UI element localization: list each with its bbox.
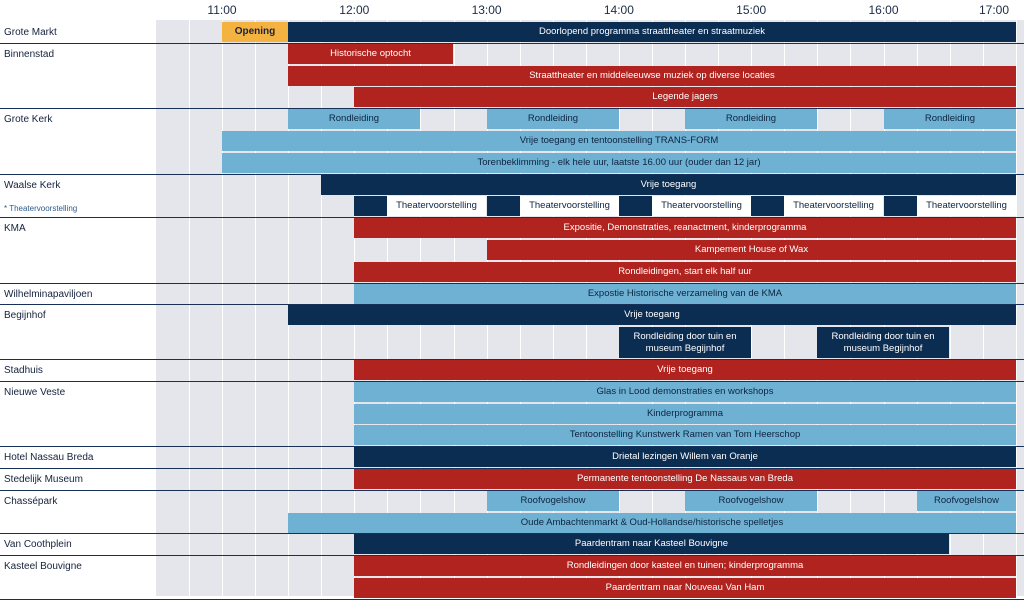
event-bar: Torenbeklimming - elk hele uur, laatste 16.00 uur (ouder dan 12 jar) [222, 153, 1016, 173]
event-bar: Vrije toegang [354, 360, 1016, 380]
event-bar: Rondleiding [884, 109, 1016, 129]
event-bar: Permanente tentoonstelling De Nassaus van Breda [354, 469, 1016, 489]
hour-label: 15:00 [736, 3, 767, 17]
location-label: Stedelijk Museum [4, 473, 83, 485]
location-label: Kasteel Bouvigne [4, 561, 82, 573]
event-bar: Drietal lezingen Willem van Oranje [354, 447, 1016, 467]
event-bar: Legende jagers [354, 87, 1016, 107]
event-bar [751, 196, 784, 216]
event-bar [884, 196, 917, 216]
event-bar: Rondleiding [487, 109, 619, 129]
event-bar: Kampement House of Wax [487, 240, 1016, 260]
event-bar: Theatervoorstelling [652, 196, 751, 216]
event-bar: Rondleidingen door kasteel en tuinen; kinderprogramma [354, 556, 1016, 576]
grid-line [222, 20, 223, 596]
event-bar: Expostie Historische verzameling van de KMA [354, 284, 1016, 304]
event-bar: Roofvogelshow [685, 491, 817, 511]
hour-label: 13:00 [471, 3, 502, 17]
event-bar: Rondleiding [685, 109, 817, 129]
event-bar: Tentoonstelling Kunstwerk Ramen van Tom Heerschop [354, 425, 1016, 445]
location-label: Wilhelminapaviljoen [4, 288, 93, 300]
event-bar: Vrije toegang en tentoonstelling TRANS-FORM [222, 131, 1016, 151]
row-separator [0, 43, 1024, 44]
event-bar: Roofvogelshow [917, 491, 1016, 511]
event-bar: Rondleiding [288, 109, 420, 129]
location-label: Van Coothplein [4, 539, 72, 551]
location-label: Begijnhof [4, 310, 46, 322]
location-label: Waalse Kerk [4, 179, 61, 191]
event-bar [354, 196, 387, 216]
location-label: Stadhuis [4, 364, 43, 376]
location-label: Nieuwe Veste [4, 386, 66, 398]
grid-line [1016, 20, 1017, 596]
location-label: Hotel Nassau Breda [4, 452, 94, 464]
location-label: Chassépark [4, 495, 58, 507]
event-bar: Paardentram naar Kasteel Bouvigne [354, 534, 949, 554]
location-label: KMA [4, 223, 26, 235]
location-note: * Theatervoorstelling [4, 204, 78, 214]
event-bar: Theatervoorstelling [387, 196, 486, 216]
event-bar: Vrije toegang [321, 175, 1016, 195]
grid-line [255, 20, 256, 596]
event-bar: Rondleiding door tuin en museum Begijnhof [619, 327, 751, 358]
event-bar: Theatervoorstelling [520, 196, 619, 216]
event-bar: Oude Ambachtenmarkt & Oud-Hollandse/historische spelletjes [288, 513, 1016, 533]
event-bar: Doorlopend programma straattheater en straatmuziek [288, 22, 1016, 42]
event-bar: Vrije toegang [288, 305, 1016, 325]
event-bar: Rondleidingen, start elk half uur [354, 262, 1016, 282]
hour-label: 14:00 [603, 3, 634, 17]
event-bar: Theatervoorstelling [917, 196, 1016, 216]
event-bar: Straattheater en middeleeuwse muziek op diverse locaties [288, 66, 1016, 86]
location-column [0, 20, 156, 596]
event-bar [487, 196, 520, 216]
event-bar: Glas in Lood demonstraties en workshops [354, 382, 1016, 402]
event-bar: Theatervoorstelling [784, 196, 883, 216]
grid-line [189, 20, 190, 596]
location-label: Grote Markt [4, 27, 57, 38]
event-bar: Expositie, Demonstraties, reanactment, kinderprogramma [354, 218, 1016, 238]
location-label: Binnenstad [4, 48, 55, 60]
event-bar: Historische optocht [288, 44, 453, 64]
hour-label: 11:00 [207, 3, 237, 17]
event-bar: Roofvogelshow [487, 491, 619, 511]
event-bar: Opening [222, 22, 288, 42]
hour-label: 17:00 [978, 3, 1010, 17]
hour-label: 12:00 [339, 3, 370, 17]
event-bar [619, 196, 652, 216]
event-bar: Kinderprogramma [354, 404, 1016, 424]
location-label: Grote Kerk [4, 114, 53, 126]
event-bar: Paardentram naar Nouveau Van Ham [354, 578, 1016, 598]
event-bar: Rondleiding door tuin en museum Begijnhof [817, 327, 949, 358]
hour-label: 16:00 [868, 3, 899, 17]
